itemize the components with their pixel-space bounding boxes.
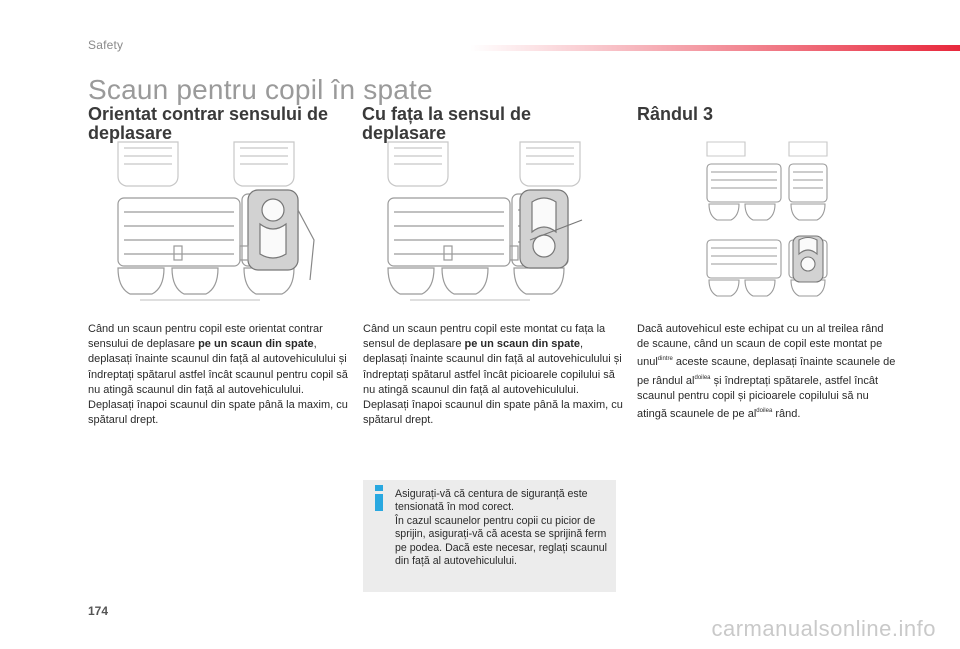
watermark: carmanualsonline.info <box>711 616 936 641</box>
page-title: Scaun pentru copil în spate <box>88 74 433 105</box>
info-box <box>363 480 616 592</box>
heading-rear-facing: Orientat contrar sensului de deplasare <box>88 104 329 143</box>
rear-facing-instructions: Când un scaun pentru copil este orientat contrar sensului de deplasare pe un scaun din spate, deplasați înainte scaunul din față al autovehiculului și îndreptați spătarul astfel încât scaunul pentru copil să nu atingă scaunul din față al autovehiculului. Deplasați înapoi scaunul din spate până la maxim, cu spătarul drept. <box>88 323 348 427</box>
third-row-child-seat-illustration <box>705 140 830 310</box>
info-text: Asigurați-vă că centura de siguranță este tensionată în mod corect. În cazul scaunelor pentru copii cu picior de sprijin, asigurați-vă că acesta se sprijină ferm pe podea. Dacă este necesar, reglați scaunul din față al autovehiculului. <box>395 488 608 568</box>
heading-forward-facing: Cu fața la sensul de deplasare <box>362 104 532 143</box>
section-label: Safety <box>88 38 124 52</box>
rear-facing-child-seat-illustration <box>110 140 332 310</box>
forward-facing-instructions: Când un scaun pentru copil este montat cu fața la sensul de deplasare pe un scaun din spate, deplasați înainte scaunul din față al autovehiculului și îndreptați spătarul astfel încât picioarele copilului să nu atingă scaunul din față al autovehiculului. Deplasați înapoi scaunul din spate până la maxim, cu spătarul drept. <box>363 323 623 427</box>
page-number: 174 <box>88 604 109 618</box>
info-icon <box>371 485 387 511</box>
header-accent-bar <box>470 45 960 51</box>
forward-facing-child-seat-illustration <box>380 140 602 310</box>
heading-row-3: Rândul 3 <box>637 104 714 124</box>
row-3-instructions: Dacă autovehicul este echipat cu un al treilea rând de scaune, când un scaun de copil este montat pe unul$^{dintre}$ aceste scaune, deplasați înainte scaunele de pe rândul $al^{doilea}$ și îndreptați spătarele, astfel încât scaunul pentru copil și picioarele copilului să nu atingă scaunele de pe $al^{doilea}$ rând. <box>637 323 896 421</box>
